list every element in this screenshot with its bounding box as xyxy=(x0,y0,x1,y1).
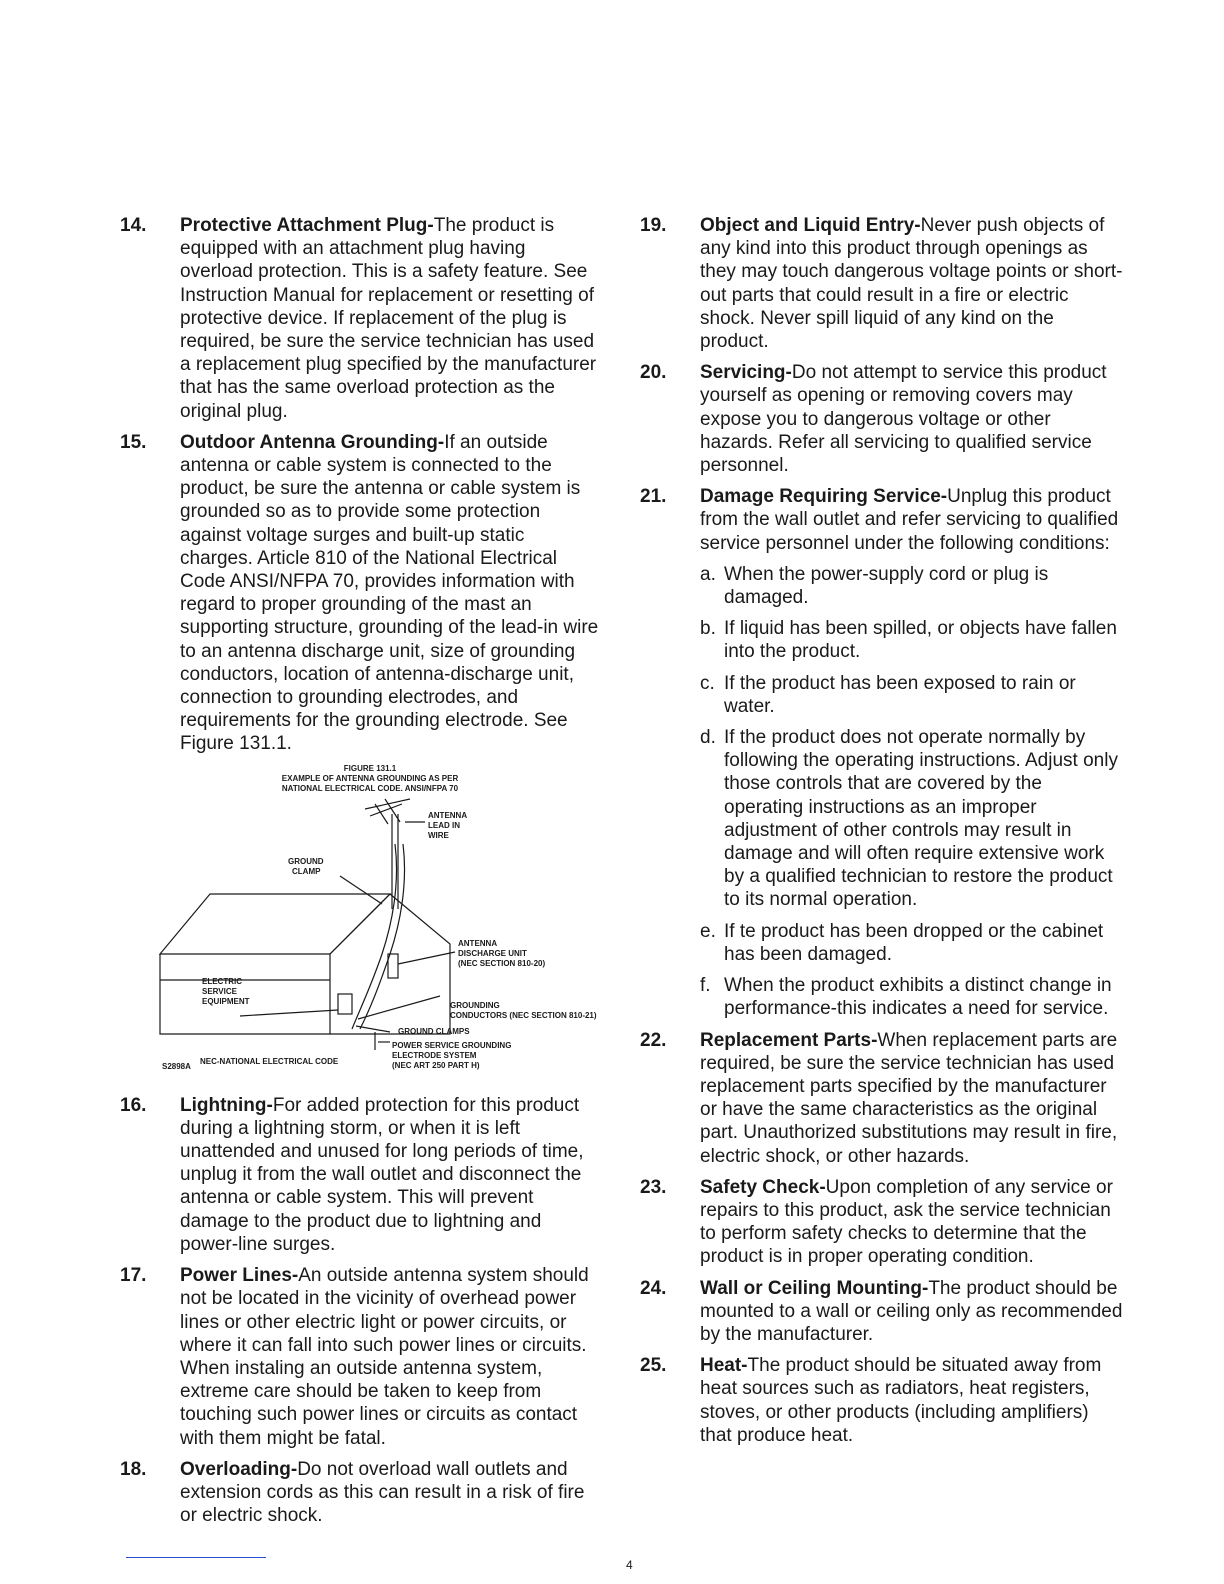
label-grounding-conductors-1: GROUNDING xyxy=(450,1000,500,1010)
antenna-grounding-figure xyxy=(120,764,600,1084)
label-discharge-3: (NEC SECTION 810-20) xyxy=(458,958,546,968)
label-ground-clamp-2: CLAMP xyxy=(292,866,321,876)
item-number: 21. xyxy=(640,486,667,508)
item-text: An outside antenna system should not be located in the vicinity of overhead power lines or other electric light or power circuits, or where it can fall into such power lines or circuits. When instaling an outside antenna system, extreme care should be taken to keep from touching such power lines or circuits as contact with them might be fatal. xyxy=(180,1265,589,1449)
sub-item-c xyxy=(700,672,1125,718)
electric-service-box xyxy=(338,994,352,1014)
item-text: If an outside antenna or cable system is connected to the product, be sure the antenna or cable system is grounded so as to provide some protection against voltage surges and built-up static charges. Article 810 of the National Electrical Code ANSI/NFPA 70, provides information with regard to proper grounding of the mast an supporting structure, grounding of the lead-in wire to an antenna discharge unit, size of grounding conductors, location of antenna-discharge unit, connection to grounding electrodes, and requirements for the grounding electrode. See Figure 131.1. xyxy=(180,431,599,755)
label-service-1: ELECTRIC xyxy=(202,976,242,986)
house-roof xyxy=(160,894,390,954)
lead-in-wire xyxy=(352,844,397,1029)
label-antenna-lead-3: WIRE xyxy=(428,830,449,840)
item-text: Do not overload wall outlets and extension cords as this can result in a risk of fire or electric shock. xyxy=(180,1458,585,1527)
figure-code: S2898A xyxy=(162,1061,191,1071)
item-23 xyxy=(640,1176,1125,1269)
sub-letter: a. xyxy=(700,563,716,585)
item-term: Damage Requiring Service- xyxy=(700,486,948,508)
item-number: 23. xyxy=(640,1176,667,1198)
item-text: For added protection for this product during a lightning storm, or when it is left unattended and unused for long periods of time, unplug it from the wall outlet and disconnect the antenna or cable system. This will prevent damage to the product due to lightning and power-line surges. xyxy=(180,1094,584,1255)
label-grounding-conductors-2: CONDUCTORS (NEC SECTION 810-21) xyxy=(450,1010,597,1020)
left-column xyxy=(120,214,600,1535)
sub-text: If te product has been dropped or the cabinet has been damaged. xyxy=(724,920,1104,965)
item-14 xyxy=(120,214,600,423)
item-number: 20. xyxy=(640,362,667,384)
item-number: 24. xyxy=(640,1277,667,1299)
label-service-3: EQUIPMENT xyxy=(202,996,250,1006)
label-nec: NEC-NATIONAL ELECTRICAL CODE xyxy=(200,1056,339,1066)
label-power-service-2: ELECTRODE SYSTEM xyxy=(392,1050,477,1060)
item-16 xyxy=(120,1094,600,1256)
sub-letter: e. xyxy=(700,920,716,942)
sub-text: If the product does not operate normally by following the operating instructions. Adjust only those controls that are covered by the operating instructions as an improper adjustment of other controls may result in damage and will often require extensive work by a qualified technician to restore the product to its normal operation. xyxy=(724,727,1118,911)
sub-item-a xyxy=(700,563,1125,609)
item-number: 14. xyxy=(120,215,147,236)
item-term: Replacement Parts- xyxy=(700,1029,878,1051)
sub-text: If the product has been exposed to rain or water. xyxy=(724,672,1076,717)
sub-text: If liquid has been spilled, or objects have fallen into the product. xyxy=(724,618,1117,663)
item-term: Safety Check- xyxy=(700,1176,826,1198)
sub-text: When the power-supply cord or plug is damaged. xyxy=(724,563,1049,609)
item-21 xyxy=(640,485,1125,1020)
sub-letter: d. xyxy=(700,727,716,749)
sub-text: When the product exhibits a distinct change in performance-this indicates a need for service. xyxy=(724,975,1112,1020)
item-text: Upon completion of any service or repairs to this product, ask the service technician to perform safety checks to determine that the product is in proper operating condition. xyxy=(700,1176,1113,1268)
item-term: Overloading- xyxy=(180,1458,298,1480)
item-number: 25. xyxy=(640,1355,667,1377)
item-text: The product should be situated away from heat sources such as radiators, heat registers, stoves, or other products (including amplifiers) that produce heat. xyxy=(700,1355,1102,1446)
figure-number: FIGURE 131.1 xyxy=(343,763,397,773)
item-term: Lightning- xyxy=(180,1094,273,1116)
sub-item-b xyxy=(700,617,1125,663)
right-column xyxy=(640,214,1125,1455)
item-term: Protective Attachment Plug- xyxy=(180,215,434,236)
item-term: Servicing- xyxy=(700,362,792,384)
label-power-service-1: POWER SERVICE GROUNDING xyxy=(392,1040,512,1050)
discharge-unit xyxy=(388,954,398,978)
item-25 xyxy=(640,1354,1125,1447)
item-number: 15. xyxy=(120,431,147,453)
item-number: 22. xyxy=(640,1029,667,1051)
sub-item-e xyxy=(700,920,1125,966)
sub-letter: c. xyxy=(700,672,715,694)
figure-title-line-2: NATIONAL ELECTRICAL CODE. ANSI/NFPA 70 xyxy=(281,783,459,793)
item-term: Wall or Ceiling Mounting- xyxy=(700,1277,929,1299)
label-antenna-lead-1: ANTENNA xyxy=(428,810,468,820)
item-text: The product is equipped with an attachment plug having overload protection. This is a safety feature. See Instruction Manual for replacement or resetting of protective device. If replacement of the plug is required, be sure the service technician has used a replacement plug specified by the manufacturer that has the same overload protection as the original plug. xyxy=(180,215,597,422)
label-ground-clamps: GROUND CLAMPS xyxy=(398,1026,470,1036)
footer-rule xyxy=(126,1557,266,1558)
item-term: Object and Liquid Entry- xyxy=(700,215,921,236)
page-number: 4 xyxy=(626,1558,633,1572)
item-20 xyxy=(640,361,1125,477)
sub-letter: b. xyxy=(700,618,716,640)
item-term: Power Lines- xyxy=(180,1265,299,1287)
label-antenna-lead-2: LEAD IN xyxy=(428,820,460,830)
item-number: 18. xyxy=(120,1458,147,1480)
item-number: 16. xyxy=(120,1094,147,1116)
item-text: Do not attempt to service this product yourself as opening or removing covers may expose you to dangerous voltage or other hazards. Refer all servicing to qualified service personnel. xyxy=(700,362,1107,477)
label-discharge-2: DISCHARGE UNIT xyxy=(458,948,527,958)
label-ground-clamp-1: GROUND xyxy=(288,856,324,866)
sub-item-d xyxy=(700,726,1125,912)
item-number: 19. xyxy=(640,215,667,236)
figure-title-line-1: EXAMPLE OF ANTENNA GROUNDING AS PER xyxy=(281,773,459,783)
sub-letter: f. xyxy=(700,975,711,997)
item-15 xyxy=(120,431,600,756)
item-24 xyxy=(640,1277,1125,1347)
item-19 xyxy=(640,214,1125,353)
item-text: When replacement parts are required, be sure the service technician has used replacement parts specified by the manufacturer or have the same characteristics as the original part. Unauthorized substitutions may result in fire, electric shock, or other hazards. xyxy=(700,1029,1118,1167)
label-service-2: SERVICE xyxy=(202,986,237,996)
item-17 xyxy=(120,1264,600,1450)
figure-caption xyxy=(120,764,600,794)
item-term: Outdoor Antenna Grounding- xyxy=(180,431,445,453)
item-22 xyxy=(640,1029,1125,1168)
label-discharge-1: ANTENNA xyxy=(458,938,498,948)
item-18 xyxy=(120,1458,600,1528)
label-power-service-3: (NEC ART 250 PART H) xyxy=(392,1060,480,1070)
item-text: Never push objects of any kind into this product through openings as they may touch dangerous voltage points or short-out parts that could result in a fire or electric shock. Never spill liquid of any kind on the product. xyxy=(700,215,1123,353)
item-text: The product should be mounted to a wall or ceiling only as recommended by the manufacturer. xyxy=(700,1277,1123,1345)
item-text: Unplug this product from the wall outlet and refer servicing to qualified service personnel under the following conditions: xyxy=(700,486,1119,554)
item-term: Heat- xyxy=(700,1355,748,1377)
sub-item-f xyxy=(700,974,1125,1020)
item-number: 17. xyxy=(120,1265,147,1287)
